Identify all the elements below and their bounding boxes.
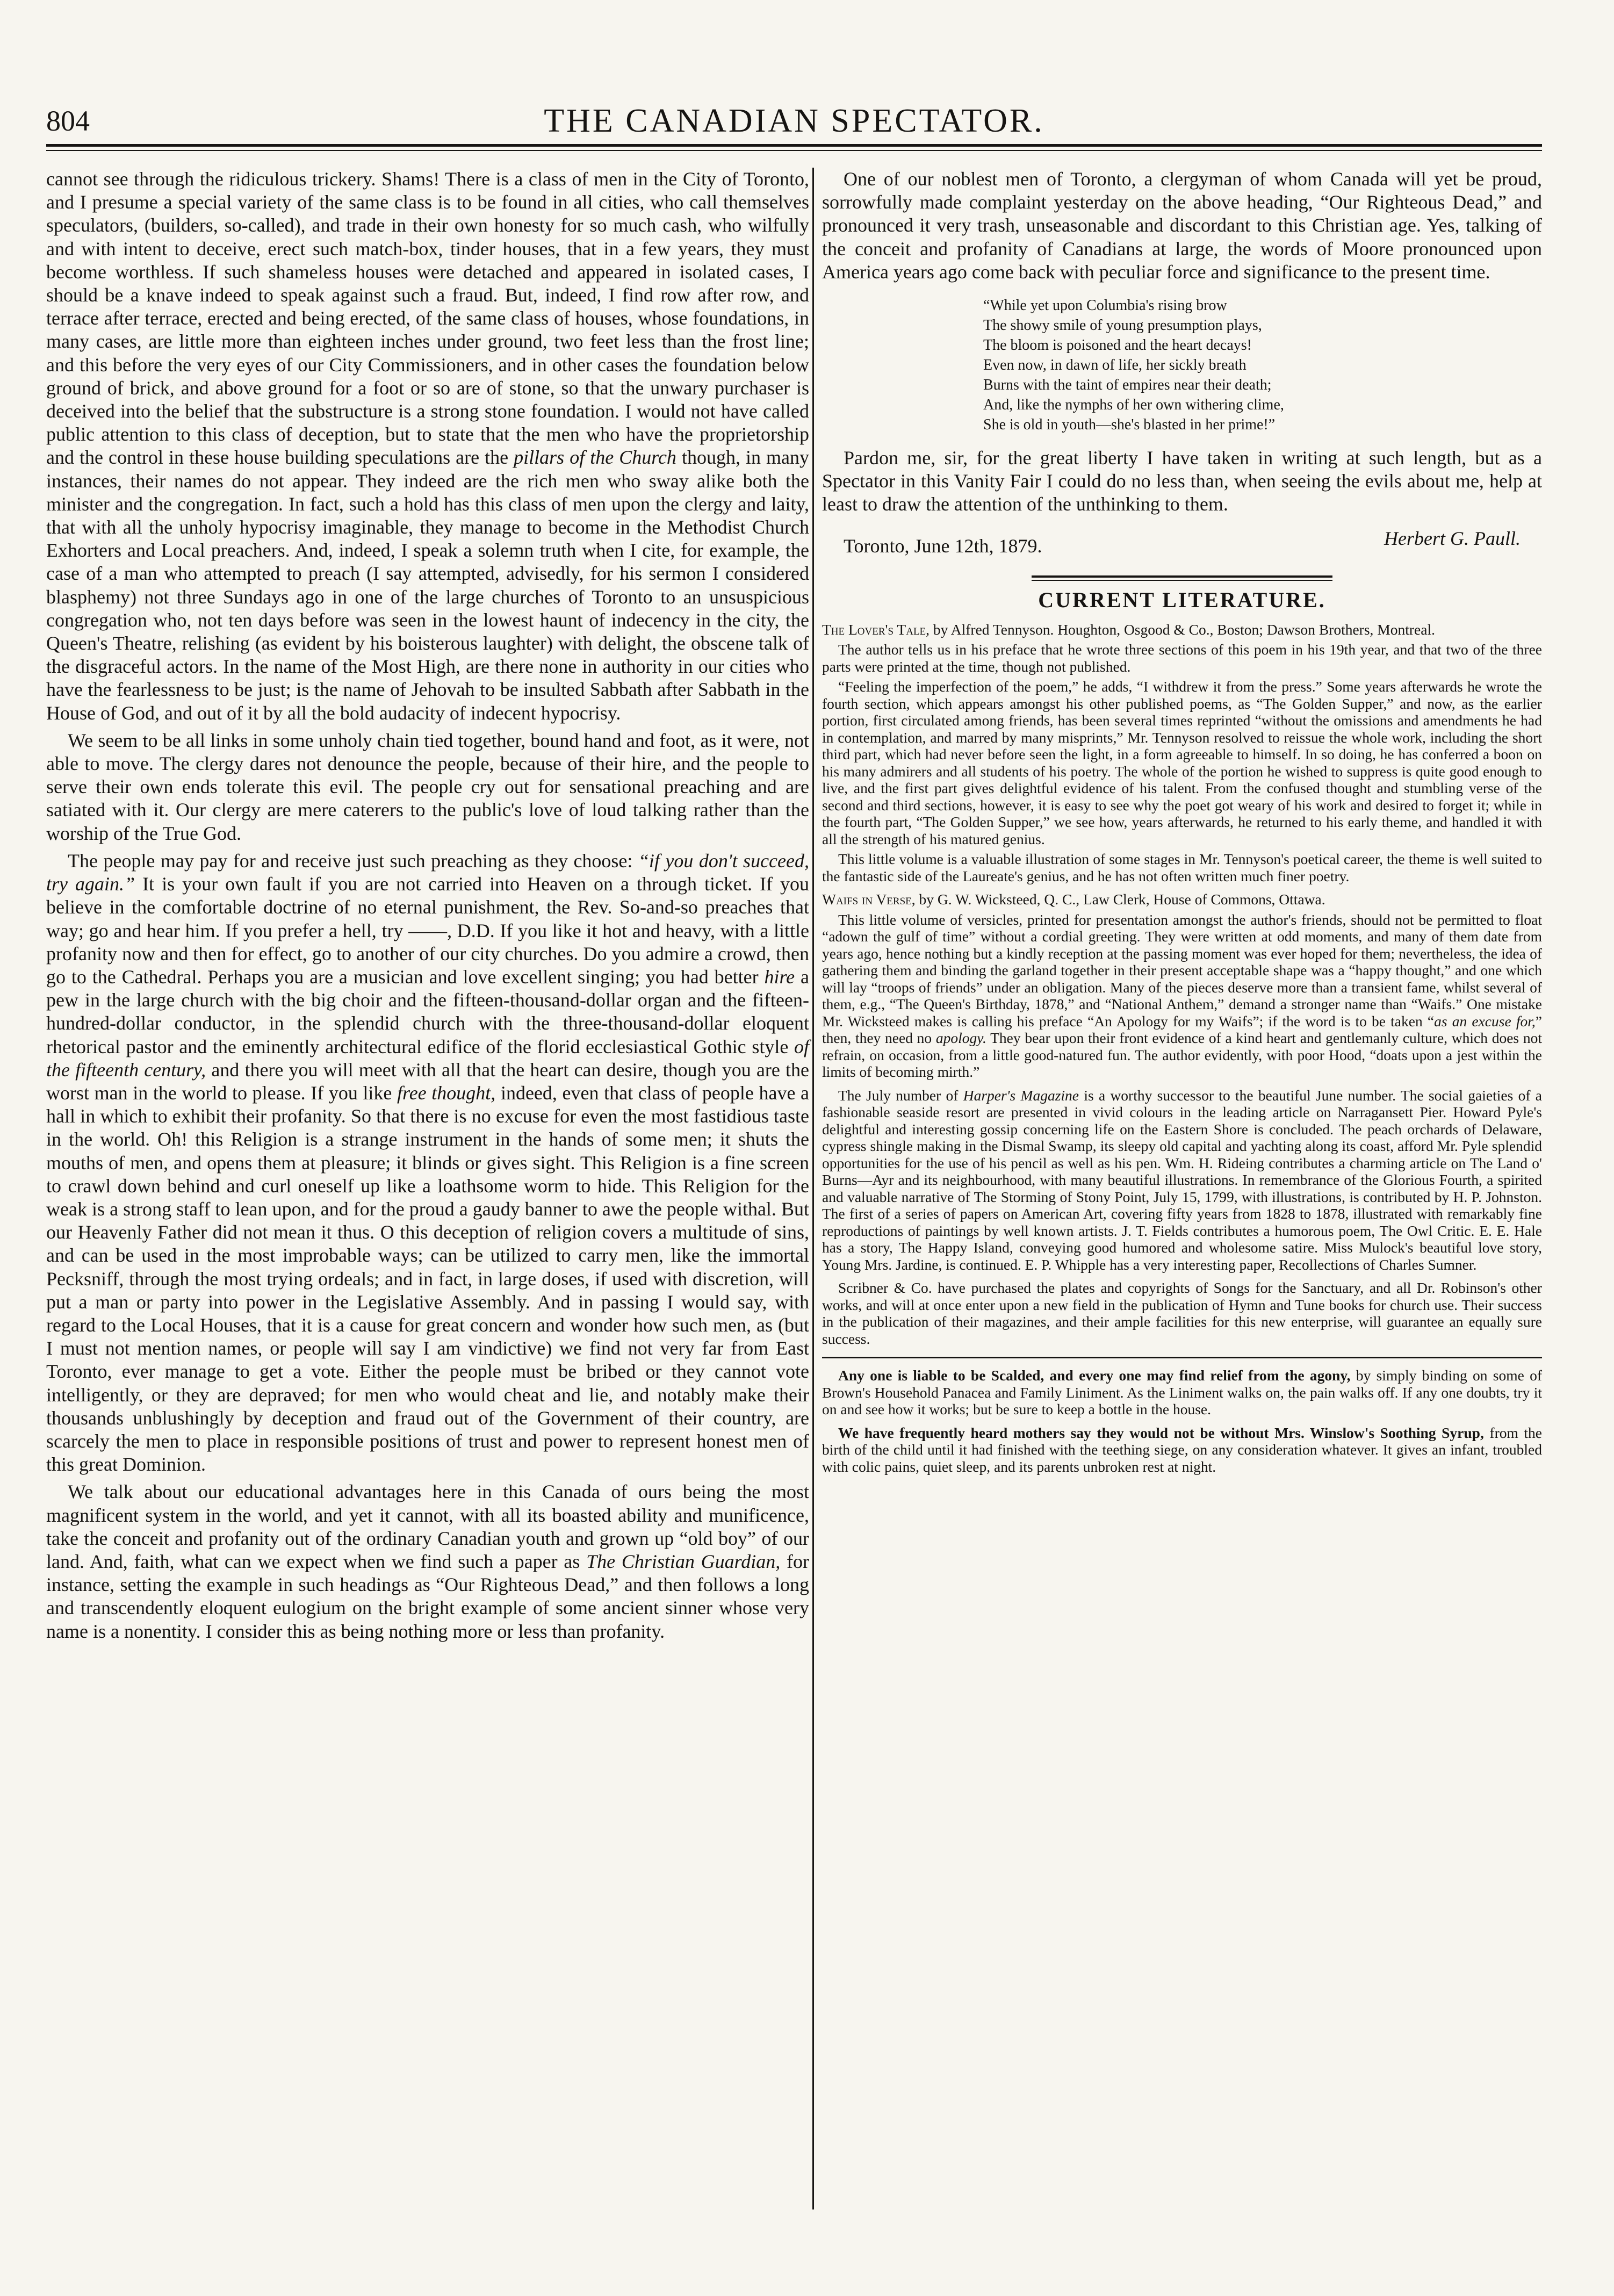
poem-line: Even now, in dawn of life, her sickly breath [983,357,1246,374]
review-harpers-magazine: The July number of Harper's Magazine is a worthy successor to the beautiful June number. The social gaieties of a fashionable seaside resort are presented in vivid colours in the leading article on Narragansett Pier. Howard Pyle's delightful and interesting gossip concerning life on the Eastern Shore is concluded. The peach orchards of Delaware, cypress shingle making in the Dismal Swamp, its sleepy old capital and yachting along its coast, afford Mr. Pyle splendid opportunities for the use of his pencil as well as his pen. Wm. H. Rideing contributes a charming article on The Land o' Burns—Ayr and its neighbourhood, with many beautiful illustrations. In remembrance of the Glorious Fourth, a spirited and valuable narrative of The Storming of Stony Point, July 15, 1799, with illustrations, is contributed by H. P. Johnston. The first of a series of papers on American Art, covering fifty years from 1828 to 1878, illustrated with remarkably fine reproductions of paintings by well known artists. J. T. Fields contributes a humorous poem, The Owl Critic. E. E. Hale has a story, The Happy Island, conveying good humored and wholesome satire. Miss Mulock's beautiful love story, Young Mrs. Jardine, is continued. E. P. Whipple has a very interesting paper, Recollections of Charles Sumner. [822,1086,1542,1273]
review-scribner: Scribner & Co. have purchased the plates and copyrights of Songs for the Sanctuary, and all Dr. Robinson's other works, and will at once enter upon a new field in the publication of Hymn and Tune books for church use. Their success in the publication of their magazines, and their ample facilities for this new enterprise, will guarantee an equally sure success. [822,1279,1542,1347]
header-rule-thin [46,150,1542,151]
left-paragraph-4: We talk about our educational advantages here in this Canada of ours being the most magnificent system in the world, and yet it cannot, with all its boasted ability and munificence, take the conceit and profanity out of the ordinary Canadian youth and grown up “old boy” of our land. And, faith, what can we expect when we find such a paper as The Christian Guardian, for instance, setting the example in such headings as “Our Righteous Dead,” and then follows a long and transcendently eloquent eulogium on the bright example of some ancient sinner whose very name is a nonentity. I consider this as being nothing more or less than profanity. [46,1481,810,1642]
review-paragraph: The author tells us in his preface that he wrote three sections of this poem in his 19th year, and that two of the three parts were printed at the time, though not published. [822,641,1542,675]
left-paragraph-2: We seem to be all links in some unholy chain tied together, bound hand and foot, as it were, not able to move. The clergy dares not denounce the people, because of their hire, and the people to serve their own ends tolerate this evil. The people cry out for sensational preaching and are satiated with it. Our clergy are mere caterers to the public's love of loud talking rather than the worship of the True God. [46,729,809,844]
review-paragraph: “Feeling the imperfection of the poem,” he adds, “I withdrew it from the press.” Some years afterwards he wrote the fourth section, which appears amongst his other published poems, as “The Golden Supper,” and now, as the earlier portion, first circulated among friends, has been several times reprinted “without the omissions and amendments he had in contemplation, and marred by many misprints,” Mr. Tennyson resolved to reissue the whole work, including the short third part, which had never before seen the light, in a form agreeable to himself. In so doing, he has conferred a boon on his many admirers and all students of his poetry. The whole of the portion he wished to suppress is quite good enough to live, and the first part gives delightful evidence of his talent. From the confused thought and stumbling verse of the second and third sections, however, it is easy to see why the poet got weary of his work and desired to forget it; while in the fourth part, “The Golden Supper,” we see how, years afterwards, he returned to his early theme, and handled it with all the strength of his matured genius. [822,678,1542,847]
left-column [46,168,809,1647]
signature-place-date: Toronto, June 12th, 1879. [844,535,1042,557]
section-rule-thin [1032,580,1332,581]
review-heading-lovers-tale: The Lover's Tale, by Alfred Tennyson. Houghton, Osgood & Co., Boston; Dawson Brothers, Montreal. [822,621,1435,638]
page-number: 804 [46,105,90,137]
poem-line: And, like the nymphs of her own withering clime, [983,397,1284,414]
review-heading-waifs-in-verse: Waifs in Verse, by G. W. Wicksteed, Q. C., Law Clerk, House of Commons, Ottawa. [822,891,1325,908]
notice-soothing-syrup: We have frequently heard mothers say they would not be without Mrs. Winslow's Soothing Syrup, from the birth of the child until it had finished with the teething siege, on any consideration whatever. It gives an infant, troubled with colic pains, quiet sleep, and its parents unbroken rest at night. [822,1424,1542,1475]
poem-line: Burns with the taint of empires near their death; [983,377,1272,394]
review-paragraph: This little volume of versicles, printed for presentation amongst the author's friends, should not be permitted to float “adown the gulf of time” without a cordial greeting. They were written at odd moments, and many of them date from years ago, hence nothing but a kindly reception at the passing moment was ever hoped for them; nevertheless, the idea of gathering them and binding the garland together in their present acceptable shape was a “happy thought,” and one which will lay “troops of friends” under an obligation. Many of the pieces deserve more than a transient fame, whilst several of them, e.g., “The Queen's Birthday, 1878,” and “National Anthem,” demand a stronger name than “Waifs.” One mistake Mr. Wicksteed makes is calling his preface “An Apology for my Waifs”; if the word is to be taken “as an excuse for,” then, they need no apology. They bear upon their front evidence of a kind heart and gentlemanly culture, which does not refrain, on occasion, from a little good-natured fun. The author evidently, with poor Hood, “doats upon a jest within the limits of becoming mirth.” [822,911,1542,1081]
poem-line: The bloom is poisoned and the heart decays! [983,337,1252,354]
section-title-current-literature: CURRENT LITERATURE. [1038,587,1326,612]
header-rule-thick [46,144,1542,147]
poem-line: The showy smile of young presumption plays, [983,317,1262,334]
right-column [822,168,1542,1478]
letter-paragraph-2: Pardon me, sir, for the great liberty I have taken in writing at such length, but as a Spectator in this Vanity Fair I could do no less than, when seeing the evils about me, help at least to draw the attention of the unthinking to them. [822,447,1542,515]
notices-rule [822,1357,1542,1358]
section-rule-thick [1032,575,1332,578]
page-header [46,102,1542,140]
moore-poem [983,296,1542,435]
letter-paragraph-1: One of our noblest men of Toronto, a clergyman of whom Canada will yet be proud, sorrowfully made complaint yesterday on the above heading, “Our Righteous Dead,” and pronounced it very trash, unseasonable and discordant to this Christian age. Yes, talking of the conceit and profanity of Canadians at large, the words of Moore pronounced upon America years ago come back with peculiar force and significance to the present time. [822,168,1542,283]
left-paragraph-1: cannot see through the ridiculous trickery. Shams! There is a class of men in the City of Toronto, and I presume a special variety of the same class is to be found in all cities, who call themselves speculators, (builders, so-called), and trade in their own honesty for so much cash, who wilfully and with intent to deceive, erect such match-box, tinder houses, that in a few years, they must become worthless. If such shameless houses were detached and appeared in isolated cases, I should be a knave indeed to speak against such a fraud. But, indeed, I find row after row, and terrace after terrace, erected and being erected, of the same class of houses, whose foundations, in many cases, are little more than eighteen inches under ground, two feet less than the frost line; and this before the very eyes of our City Commissioners, and in other cases the foundation below ground of brick, and above ground for a foot or so are of stone, so that the unwary purchaser is deceived into the belief that the substructure is a strong stone foundation. I would not have called public attention to this class of deception, but to state that the men who have the proprietorship and the control in these house building speculations are the pillars of the Church though, in many instances, their names do not appear. They indeed are the rich men who sway alike both the minister and the congregation. In fact, such a hold has this class of men upon the clergy and laity, that with all the unholy hypocrisy imaginable, they manage to become in the Methodist Church Exhorters and Local preachers. And, indeed, I speak a solemn truth when I cite, for example, the case of a man who attempted to preach (I say attempted, advisedly, for his sermon I considered blasphemy) not three Sundays ago in one of the large churches of Toronto to an unsuspicious congregation who, not ten days before was seen in the lowest haunt of indecency in the city, the Queen's Theatre, relishing (as evident by his boisterous laughter) with delight, the obscene talk of the disgraceful actors. In the name of the Most High, are there none in authority in our cities who have the fearlessness to be just; is the name of Jehovah to be insulted Sabbath after Sabbath in the House of God, and out of it by all the bold audacity of indecent hypocrisy. [46,168,810,724]
journal-title: THE CANADIAN SPECTATOR. [544,103,1044,139]
literature-reviews [822,621,1542,1476]
signature-name: Herbert G. Paull. [1384,527,1521,549]
review-paragraph: This little volume is a valuable illustration of some stages in Mr. Tennyson's poetical career, the theme is well suited to the fantastic side of the Laureate's genius, and he has not often written much finer poetry. [822,851,1542,884]
left-paragraph-3: The people may pay for and receive just such preaching as they choose: “if you don't succeed, try again.” It is your own fault if you are not carried into Heaven on a through ticket. If you believe in the comfortable doctrine of no eternal punishment, the Rev. So-and-so preaches that way; go and hear him. If you prefer a hell, try ——, D.D. If you like it hot and heavy, with a little profanity now and then for effect, go to another of our city churches. Do you admire a crowd, then go to the Cathedral. Perhaps you are a musician and love excellent singing; you had better hire a pew in the large church with the big choir and the fifteen-thousand-dollar organ and the fifteen-hundred-dollar conductor, in the splendid church with the three-thousand-dollar eloquent rhetorical pastor and the eminently architectural edifice of the florid ecclesiastical Gothic style of the fifteenth century, and there you will meet with all that the heart can desire, though you are the worst man in the world to please. If you like free thought, indeed, even that class of people have a hall in which to exhibit their profanity. So that there is no excuse for even the most fastidious taste in the world. Oh! this Religion is a strange instrument in the hands of some men; it shuts the mouths of men, and opens them at pleasure; it blinds or gives sight. This Religion is a fine screen to crawl down behind and curl oneself up like a loathsome worm to hide. This Religion for the weak is a strong staff to lean upon, and for the proud a gaudy banner to awe the people withal. But our Heavenly Father did not mean it thus. O this deception of religion covers a multitude of sins, and can be used in the most improbable ways; can be utilized to carry men, like the immortal Pecksniff, through the most trying ordeals; and in fact, in large doses, if used with discretion, will put a man or party into power in the Legislative Assembly. And in passing I would say, with regard to the Local Houses, that it is a cause for great concern and wonder how such men, as (but I must not mention names, or people will say I am vindictive) we find not very far from East Toronto, ever manage to get a vote. Either the people must be bribed or they cannot vote intelligently, or they are depraved; for men who would cheat and lie, and notably make their thousands unblushingly by deception and fraud out of the Government of their country, are scarcely the men to place in responsible positions of trust and power to represent honest men of this great Dominion. [46,850,810,1476]
notice-scalded: Any one is liable to be Scalded, and every one may find relief from the agony, by simply binding on some of Brown's Household Panacea and Family Liniment. As the Liniment walks on, the pain walks off. If any one doubts, try it on and see how it works; but be sure to keep a bottle in the house. [822,1367,1543,1418]
letter-signature [822,527,1542,559]
poem-line: She is old in youth—she's blasted in her prime!” [983,416,1276,434]
column-divider [812,168,814,2209]
poem-line: “While yet upon Columbia's rising brow [983,297,1227,314]
